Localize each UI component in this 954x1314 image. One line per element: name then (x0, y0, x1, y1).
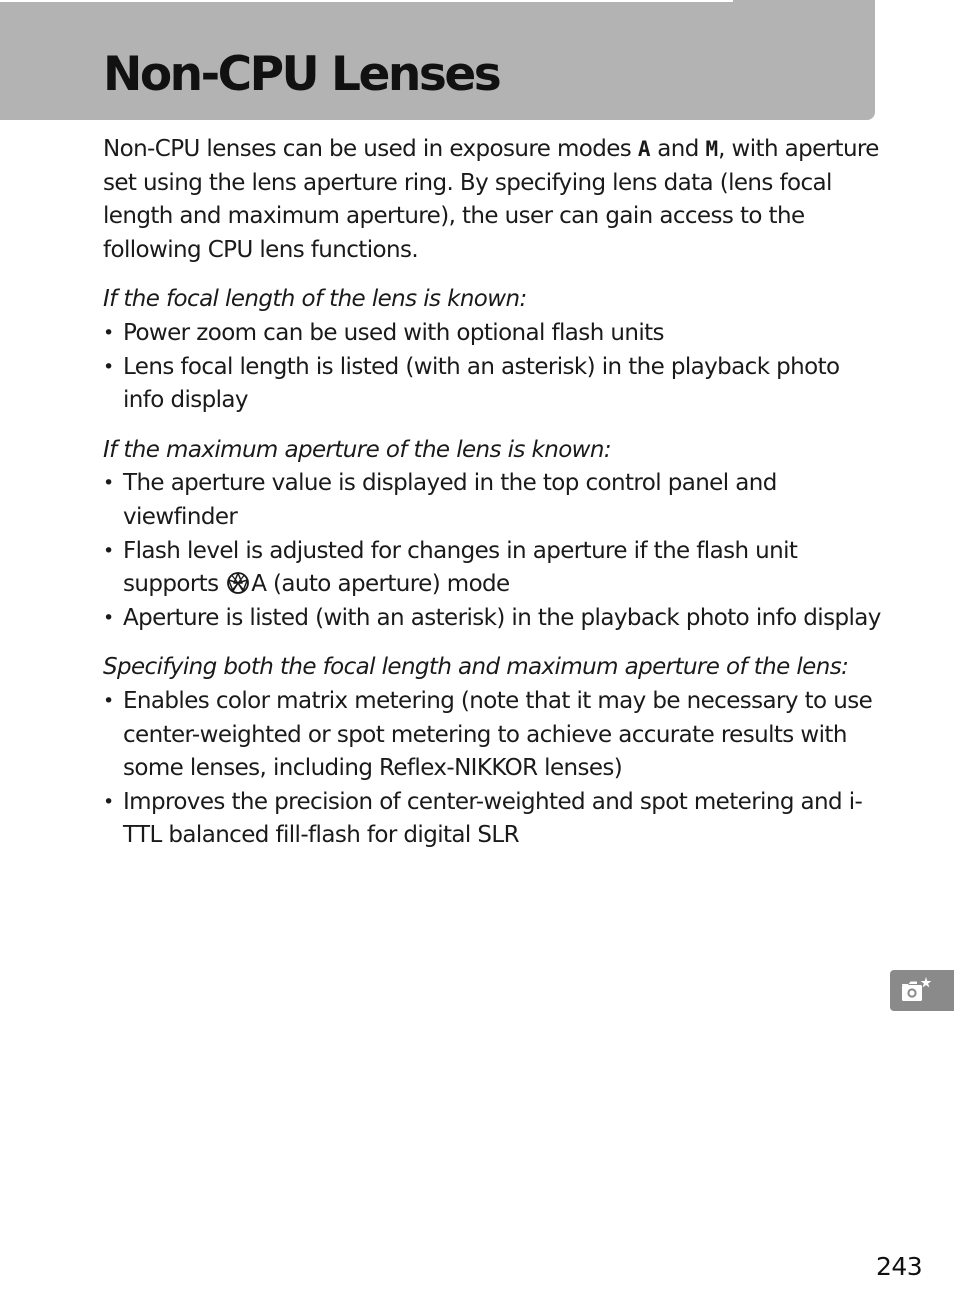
page-title: Non-CPU Lenses (103, 47, 500, 102)
list-item-text-tail: A (auto aperture) mode (251, 571, 510, 598)
page-number: 243 (876, 1252, 923, 1281)
section-heading-both: Specifying both the focal length and maximum aperture of the lens: (103, 654, 849, 681)
combined-benefits-list (103, 685, 883, 853)
bullet-icon: • (103, 790, 114, 813)
list-item (103, 467, 883, 534)
list-item-text: Enables color matrix metering (note that it may be necessary to use center-weighted or spot metering to achieve accurate results with some lenses, including Reflex-NIKKOR lenses) (123, 687, 873, 782)
section-heading-focal-length: If the focal length of the lens is known: (103, 286, 527, 313)
focal-length-benefits-list (103, 317, 883, 418)
list-item (103, 535, 883, 602)
camera-setup-menu-icon (899, 975, 933, 1005)
list-item-text: Aperture is listed (with an asterisk) in the playback photo info display (123, 604, 881, 631)
list-item-text: Flash level is adjusted for changes in aperture if the flash unit supports (123, 537, 798, 598)
intro-text-and: and (650, 136, 706, 162)
list-item (103, 602, 883, 636)
bullet-icon: • (103, 689, 114, 712)
list-item-text: Power zoom can be used with optional flash units (123, 319, 664, 346)
list-item (103, 685, 883, 786)
intro-paragraph (103, 133, 883, 267)
max-aperture-benefits-list (103, 467, 883, 635)
list-item (103, 351, 883, 418)
intro-text-start: Non-CPU lenses can be used in exposure modes (103, 136, 638, 162)
list-item-text: Lens focal length is listed (with an asterisk) in the playback photo info display (123, 353, 840, 414)
intro-text-end: , with aperture set using the lens aperture ring. By specifying lens data (lens focal length and maximum aperture), the user can gain access to the following CPU lens functions. (103, 136, 879, 263)
bullet-icon: • (103, 606, 114, 629)
exposure-mode-a-glyph: A (637, 137, 651, 161)
section-heading-max-aperture: If the maximum aperture of the lens is known: (103, 436, 611, 463)
list-item-text: The aperture value is displayed in the top control panel and viewfinder (123, 470, 777, 530)
page-content (103, 133, 883, 869)
chapter-tab[interactable] (890, 970, 954, 1011)
list-item-text: Improves the precision of center-weighted and spot metering and i-TTL balanced fill-flash for digital SLR (123, 788, 863, 849)
bullet-icon: • (103, 472, 114, 495)
bullet-icon: • (103, 321, 114, 344)
list-item (103, 317, 883, 351)
bullet-icon: • (103, 355, 114, 378)
flash-aperture-icon (225, 571, 251, 595)
bullet-icon: • (103, 539, 114, 562)
list-item (103, 786, 883, 853)
exposure-mode-m-glyph: M (705, 137, 719, 161)
